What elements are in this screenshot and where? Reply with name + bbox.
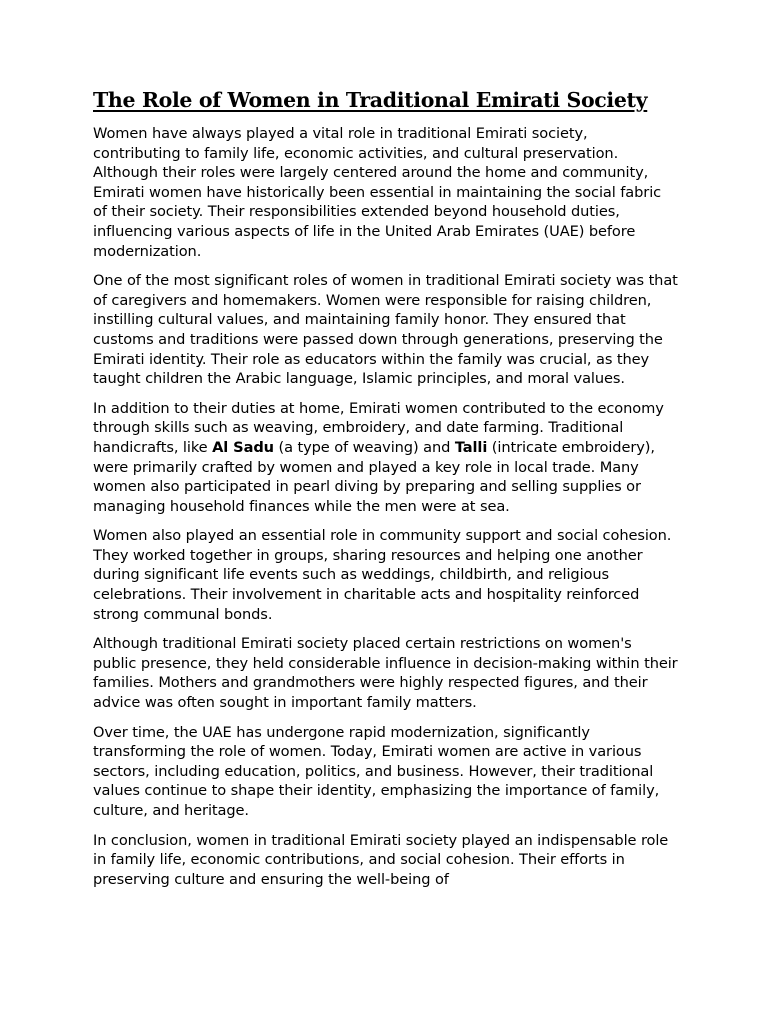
paragraph-modernization: Over time, the UAE has undergone rapid modernization, significantly transforming the role of women. Today, Emirati women are active in various sectors, including education, politics, and business. However, their traditional values continue to shape their identity, emphasizing the importance of family, culture, and heritage. (93, 723, 660, 819)
economy-text-middle: (a type of weaving) and (273, 438, 455, 456)
paragraph-influence: Although traditional Emirati society placed certain restrictions on women's public presence, they held considerable influence in decision-making within their families. Mothers and grandmothers were highly respected figures, and their advice was often sought in important family matters. (93, 635, 678, 712)
document-title: The Role of Women in Traditional Emirati Society (93, 88, 648, 112)
paragraph-economy (93, 399, 678, 517)
paragraph-caregivers: One of the most significant roles of women in traditional Emirati society was that of caregivers and homemakers. Women were responsible for raising children, instilling cultural values, and maintaining family honor. They ensured that customs and traditions were passed down through generations, preserving the Emirati identity. Their role as educators within the family was crucial, as they taught children the Arabic language, Islamic principles, and moral values. (93, 272, 678, 388)
paragraph-conclusion: In conclusion, women in traditional Emirati society played an indispensable role in family life, economic contributions, and social cohesion. Their efforts in preserving culture and ensuring the well-being of (93, 831, 669, 888)
term-talli: Talli (454, 438, 488, 456)
term-al-sadu: Al Sadu (212, 438, 274, 456)
document-page (93, 86, 678, 899)
economy-text-end: (intricate embroidery), were primarily crafted by women and played a key role in local trade. Many women also participated in pearl diving by preparing and selling supplies or managing household finances while the men were at sea. (93, 438, 655, 515)
economy-text-start: In addition to their duties at home, Emirati women contributed to the economy through skills such as weaving, embroidery, and date farming. Traditional handicrafts, like (93, 399, 664, 456)
paragraph-community: Women also played an essential role in community support and social cohesion. They worked together in groups, sharing resources and helping one another during significant life events such as weddings, childbirth, and religious celebrations. Their involvement in charitable acts and hospitality reinforced strong communal bonds. (93, 527, 672, 623)
paragraph-intro: Women have always played a vital role in traditional Emirati society, contributing to family life, economic activities, and cultural preservation. Although their roles were largely centered around the home and community, Emirati women have historically been essential in maintaining the social fabric of their society. Their responsibilities extended beyond household duties, influencing various aspects of life in the United Arab Emirates (UAE) before modernization. (93, 125, 662, 260)
